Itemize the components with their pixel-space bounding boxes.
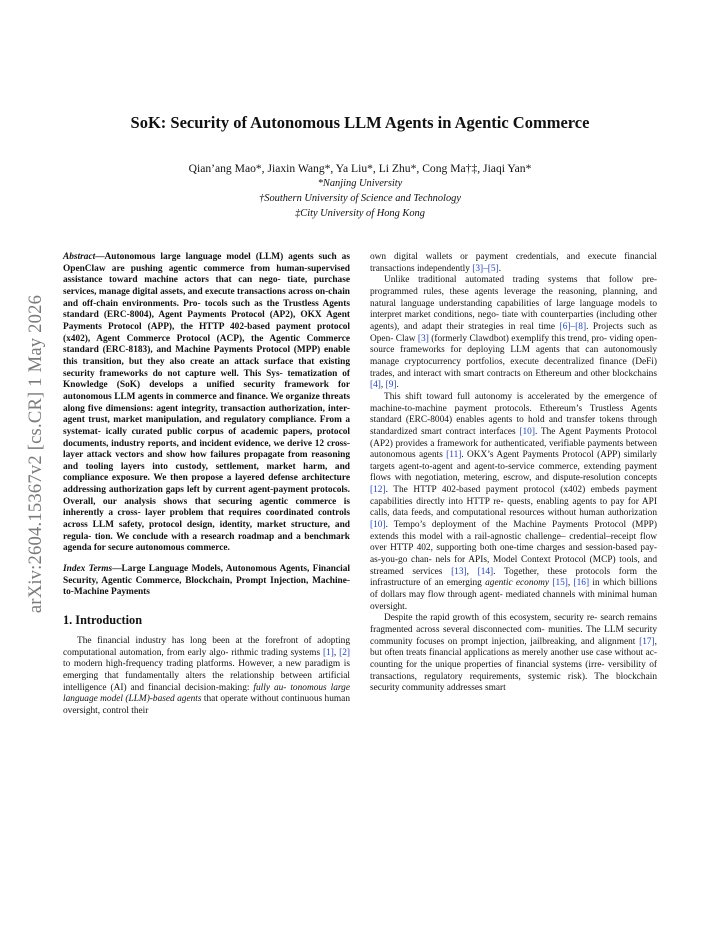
text-run: . The HTTP 402-based payment protocol (x402) embeds payment capabilities directly into HTTP re- quests, enabling agents to pay for API calls, data feeds, and computational resources without human authorization xyxy=(370,485,657,519)
text-run: , xyxy=(333,647,340,658)
citation-link[interactable]: [9] xyxy=(385,380,397,391)
emphasis-text: fully au- tonomous large language model (LLM)-based agents xyxy=(63,682,350,705)
emphasis-text: agentic economy xyxy=(485,578,550,589)
text-run: , but often treats financial applications as merely another use case without ac- counting for the unique properties of financial systems (irre- versibility of transactions, regulatory requirements, systemic risk). The blockchain security community addresses smart xyxy=(370,636,657,694)
index-terms-label: Index Terms xyxy=(63,564,113,575)
paragraph xyxy=(370,252,657,275)
citation-link[interactable]: [1] xyxy=(322,647,334,658)
citation-link[interactable]: [4] xyxy=(370,380,381,391)
text-run: Unlike traditional automated trading systems that follow pre-programmed rules, these agents leverage the reasoning, planning, and natural language understanding capabilities of large language models to interpret market conditions, nego- tiate with counterparties (including other agents), and adapt their strategies in real time xyxy=(370,275,657,332)
text-run: (formerly Clawdbot) exemplify this trend, pro- viding open-source frameworks for deploying LLM agents that can autonomously manage cryptocurrency portfolios, execute decentralized finance (DeFi) trades, and interact with smart contracts on Ethereum and other blockchains xyxy=(370,333,657,379)
citation-link[interactable]: [17] xyxy=(639,636,655,647)
affiliation-nanjing: *Nanjing University xyxy=(317,178,403,189)
citation-link[interactable]: [12] xyxy=(370,485,386,496)
abstract-text: —Autonomous large language model (LLM) agents such as OpenClaw are pushing agentic commerce from human-supervised assistance toward machine actors that can nego- tiate, purchase services, manage digital assets, and execute transactions across on-chain and off-chain environments. Pro- tocols such as the Trustless Agents standard (ERC-8004), Agent Payments Protocol (AP2), OKX Agent Payments Protocol (APP), the HTTP 402-based payment protocol (x402), Agent Commerce Protocol (ACP), the Agentic Commerce standard (ERC-8183), and Machine Payments Protocol (MPP) enable this transition, but they also create an attack surface that existing security frameworks do not capture well. This Sys- tematization of Knowledge (SoK) develops a unified security framework for autonomous LLM agents in commerce and finance. We organize threats along five dimensions: agent integrity, transaction authorization, inter-agent trust, market manipulation, and regulatory compliance. From a systemat- ically curated public corpus of academic papers, protocol documents, industry reports, and incident evidence, we derive 12 cross-layer attack vectors and show how failures propagate from reasoning and tooling layers into custody, settlement, market harm, and compliance exposure. We then propose a layered defense architecture addressing authorization gaps left by current agent-payment protocols. Overall, our analysis shows that securing agentic commerce is inherently a cross- layer problem that requires coordinated controls across LLM safety, protocol design, identity, market structure, and regula- tion. We conclude with a research roadmap and a benchmark agenda for secure autonomous commerce. xyxy=(63,252,350,554)
citation-link[interactable]: [14] xyxy=(477,566,494,577)
section-heading-introduction: 1. Introduction xyxy=(63,613,143,628)
affiliation-sustech: †Southern University of Science and Technology xyxy=(259,193,461,204)
text-run: The financial industry has long been at the forefront of adopting computational automation, from early algo- rithmic trading systems xyxy=(63,636,350,658)
paragraph xyxy=(370,613,657,695)
text-run: to modern high-frequency trading platforms. However, a new paradigm is emerging that fundamentally alters the relationship between artificial intelligence (AI) and financial decision-making: xyxy=(63,659,350,693)
text-run: , xyxy=(380,380,386,391)
text-run: . Projects such as Open- Claw xyxy=(370,321,658,344)
citation-link[interactable]: [2] xyxy=(339,647,350,658)
index-terms xyxy=(63,564,350,599)
citation-link[interactable]: [11] xyxy=(446,450,462,461)
index-terms-text: —Large Language Models, Autonomous Agents, Financial Security, Agentic Commerce, Blockchain, Prompt Injection, Machine-to-Machine Payments xyxy=(63,564,350,598)
abstract xyxy=(63,252,350,555)
citation-link[interactable]: [3]–[5] xyxy=(472,263,499,274)
text-run: . The Agent Payments Protocol (AP2) provides a framework for authenticated, verifiable payments between autonomous agents xyxy=(370,426,657,461)
text-run: , xyxy=(466,566,478,577)
citation-link[interactable]: [10] xyxy=(519,426,535,437)
text-run: in which billions of dollars may flow through agent- mediated channels with minimal human oversight. xyxy=(370,578,658,612)
citation-link[interactable]: [16] xyxy=(573,578,590,589)
affiliation-cityu: ‡City University of Hong Kong xyxy=(295,208,425,219)
text-run: that operate without continuous human oversight, control their xyxy=(63,694,350,716)
text-run: . OKX’s Agent Payments Protocol (APP) similarly targets agent-to-agent and agent-to-service commerce, extending payment flows with negotiation, metering, escrow, and dispute-resolution concepts xyxy=(370,450,657,484)
citation-link[interactable]: [6]–[8] xyxy=(559,321,587,332)
text-run: . xyxy=(396,380,399,391)
arxiv-identifier-text: arXiv:2604.15367v2 [cs.CR] 1 May 2026 xyxy=(25,294,46,614)
text-run: own digital wallets or payment credentials, and execute financial transactions independently xyxy=(370,252,657,274)
abstract-label: Abstract xyxy=(63,252,96,262)
text-run: , xyxy=(567,578,574,589)
text-run: . Tempo’s deployment of the Machine Payments Protocol (MPP) extends this model with a rail-agnostic challenge– credential–receipt flow over HTTP 402, supporting both one-time charges and session-based pay-as-you-go chan- nels for APIs, Model Context Protocol (MCP) tools, and streamed services xyxy=(370,520,657,577)
text-run: . Together, these protocols form the infrastructure of an emerging xyxy=(370,566,657,589)
paragraph xyxy=(370,275,657,392)
right-column xyxy=(370,252,657,695)
intro-paragraph xyxy=(63,636,350,718)
citation-link[interactable]: [10] xyxy=(370,520,386,531)
arxiv-identifier xyxy=(22,258,50,650)
citation-link[interactable]: [3] xyxy=(417,333,429,344)
left-column xyxy=(63,252,350,718)
citation-link[interactable]: [15] xyxy=(552,578,568,589)
author-list: Qian’ang Mao*, Jiaxin Wang*, Ya Liu*, Li Zhu*, Cong Ma†‡, Jiaqi Yan* xyxy=(188,162,532,175)
text-run: Despite the rapid growth of this ecosystem, security re- search remains fragmented across several disconnected com- munities. The LLM security community focuses on prompt injection, jailbreaking, and alignment xyxy=(370,613,657,647)
text-run: . xyxy=(498,263,502,274)
text-run: This shift toward full autonomy is accelerated by the emergence of machine-to-machine payment protocols. Ethereum’s Trustless Agents standard (ERC-8004) enables agents to hold and transfer tokens through standardized smart contract interfaces xyxy=(370,391,657,437)
paper-title: SoK: Security of Autonomous LLM Agents in Agentic Commerce xyxy=(130,113,590,132)
citation-link[interactable]: [13] xyxy=(451,566,467,577)
paragraph xyxy=(370,392,657,613)
